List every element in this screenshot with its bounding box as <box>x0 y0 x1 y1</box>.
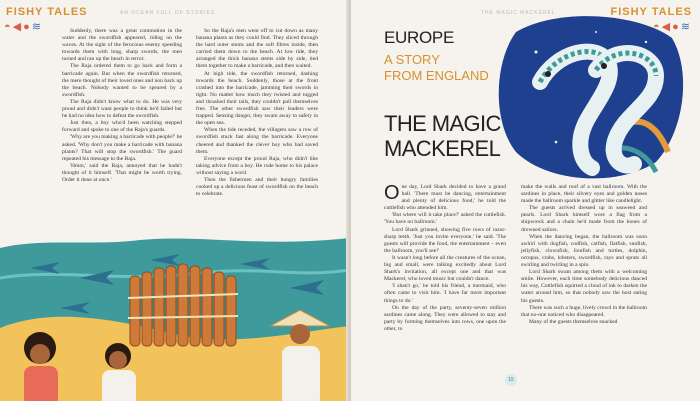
paragraph: 'Hmm,' said the Raja, annoyed that he hadn't thought of it himself. 'That might be worth trying. Order it done at once.' <box>62 162 182 183</box>
swordfish-barricade-illustration <box>0 238 349 401</box>
paragraph: Everyone except the proud Raja, who didn't like taking advice from a boy. He rode home to his palace without saying a word. <box>196 155 318 176</box>
running-head: AN OCEAN FULL OF STORIES <box>120 10 216 16</box>
running-head: THE MAGIC MACKEREL <box>481 10 556 16</box>
right-page <box>351 0 700 401</box>
text-column-1 <box>384 184 506 333</box>
wave-icon: ≋ <box>31 21 43 33</box>
story-title-line2: MACKEREL <box>384 136 501 161</box>
mackerel-illustration <box>496 12 686 182</box>
series-brand: FISHY TALES <box>6 6 88 18</box>
paragraph: On the day of the party, seventy-seven million sardines came along. They were allowed to stay and party by forming themselves into rows, one upon the other, to <box>384 304 506 332</box>
fish-icon: ◀● <box>12 21 32 33</box>
paragraph: It wasn't long before all the creatures of the ocean, big and small, were talking excitedly about Lord Shark's invitation, all except one and that was Mackerel, who loved music but couldn't dance. <box>384 254 506 283</box>
paragraph: The guests arrived dressed up in seaweed and pearls. Lord Shark himself wore a flag from a shipwreck and a chain he'd made from the bones of drowned sailors. <box>521 205 647 233</box>
paragraph: Then the fishermen and their hungry families cooked up a delicious feast of swordfish on the beach to celebrate. <box>196 176 318 198</box>
fish-icon: ◀● <box>661 21 681 33</box>
left-page <box>0 0 349 401</box>
paragraph: Suddenly, there was a great commotion in the water and the swordfish appeared, riding on the waves. At the sight of the ferocious enemy speeding towards them with long, sharp swords, the men turned and ran up the beach in terror. <box>62 28 182 63</box>
page-number: 15 <box>505 374 517 386</box>
opening-paragraph <box>384 184 506 212</box>
shell-icon: ◓ <box>653 21 662 33</box>
drop-cap: O <box>384 182 400 204</box>
text-column-2 <box>521 184 647 326</box>
paragraph: There was such a huge, lively crowd in the ballroom that no-one noticed who disappeared. <box>521 304 647 318</box>
paragraph: 'But where will it take place?' asked the cuttlefish. 'You have no ballroom.' <box>384 212 506 226</box>
paragraph: Many of the guests themselves snacked <box>529 318 618 325</box>
story-subtitle-line2: FROM ENGLAND <box>384 68 489 83</box>
paragraph: 'I shan't go,' he told his friend, a mermaid, who often came to visit him. 'I have far more important things to do.' <box>384 283 506 304</box>
story-subtitle-line1: A STORY <box>384 52 440 67</box>
text-column-1 <box>62 28 182 184</box>
text-column-2 <box>196 28 318 198</box>
paragraph: Lord Shark grinned, showing five rows of razor-sharp teeth. 'Just you invite everyone,' he said. 'The guests will provide the food, the entertainment – even the ballroom, you'll see!' <box>384 226 506 254</box>
opening-text: ne day, Lord Shark decided to have a grand ball. 'There must be dancing, entertainment and plenty of delicious food,' he told the cuttlefish who attended him. <box>384 184 506 212</box>
paragraph: 'Why are you making a barricade with people?' he asked. 'Why don't you make a barricade with banana plants? That will stop the swordfish.' The guard repeated his message to the Raja. <box>62 134 182 162</box>
paragraph: When the dancing began, the ballroom was soon awhirl with dogfish, codfish, catfish, flatfish, sunfish, jellyfish, clownfish, lionfish and turtles, dolphin, octopus, crabs, lobsters, swordfish, rays and sprats all swirling and twirling in a spin. <box>521 233 647 269</box>
paragraph: The Raja ordered them to go back and form a barricade again. But when the swordfish returned, the mere thought of their loved ones and non back up the beach. Nobody wanted to be speared by a swordfish. <box>62 63 182 98</box>
shell-icon: ◓ <box>4 21 13 33</box>
story-region: EUROPE <box>384 28 454 47</box>
brand-icons <box>4 20 43 33</box>
wave-icon: ≋ <box>680 21 692 33</box>
paragraph: So the Raja's men went off to cut down as many banana plants as they could find. They sliced through the hard outer stems and the soft fibres inside, then carried them down to the beach. At low tide, they arranged the thick banana stems side by side, tied them together to make a barricade, and then waited. <box>196 28 318 70</box>
paragraph: Lord Shark swam among them with a welcoming smile. However, each time somebody delicious danced his way, Cuttlefish squirted a cloud of ink to darken the water around him, so that nobody saw the host eating his guests. <box>521 269 647 304</box>
story-title-line1: THE MAGIC <box>384 111 501 136</box>
paragraph: At high tide, the swordfish returned, dashing towards the beach. Suddenly, those at the front crashed into the barricade, jamming their swords in tight. No matter how much they twisted and tugged and thrashed their tails, they couldn't pull themselves free. The other swordfish saw their leaders were trapped. Sensing danger, they swam away to safety in the open sea. <box>196 70 318 127</box>
paragraph: make the walls and roof of a vast ballroom. With the sardines in place, their silvery eyes and golden noses made the ballroom sparkle and glitter like candlelight. <box>521 184 647 205</box>
paragraph: The Raja didn't know what to do. He was very proud and didn't want people to think he'd failed but he had no idea how to defeat the swordfish. <box>62 98 182 120</box>
paragraph: When the tide receded, the villagers saw a row of swordfish stuck fast along the barricade. Everyone cheered and thanked the clever boy who had saved them. <box>196 127 318 155</box>
paragraph: Just then, a boy who'd been watching stepped forward and spoke to one of the Raja's guards. <box>62 120 182 134</box>
series-brand: FISHY TALES <box>610 6 692 18</box>
